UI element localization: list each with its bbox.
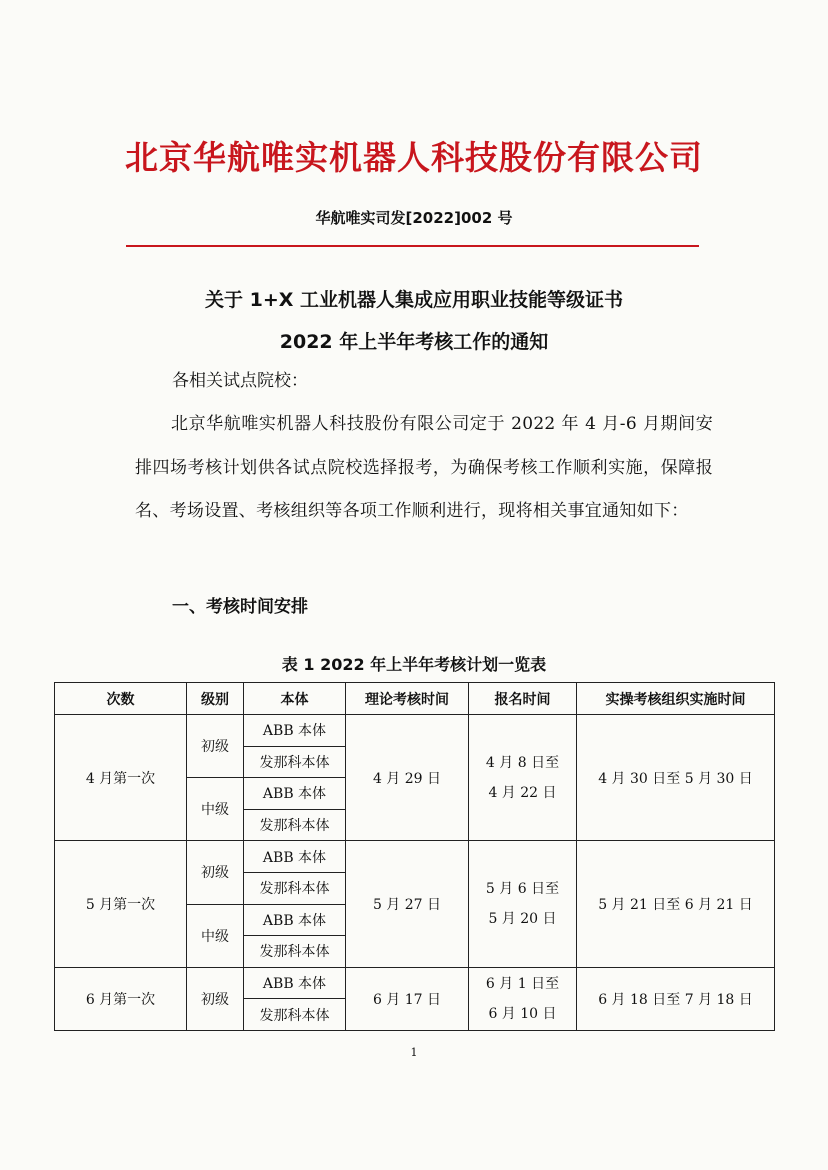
registration-start: 5 月 6 日至 [485,881,560,898]
header-registration-time: 报名时间 [469,683,577,715]
body-cell: 发那科本体 [244,746,346,778]
red-divider-line [126,245,699,247]
body-cell: ABB 本体 [244,967,346,999]
level-cell: 初级 [187,715,244,778]
registration-time-cell [469,715,577,841]
body-cell: ABB 本体 [244,904,346,936]
registration-start: 6 月 1 日至 [485,975,560,992]
theory-time-cell: 5 月 27 日 [346,841,469,967]
round-cell: 4 月第一次 [55,715,187,841]
body-paragraph: 北京华航唯实机器人科技股份有限公司定于 2022 年 4 月-6 月期间安排四场考核计划供各试点院校选择报考，为确保考核工作顺利实施，保障报名、考场设置、考核组织等各项工作顺利进行，现将相关事宜通知如下： [135,414,713,521]
body-cell: 发那科本体 [244,936,346,968]
level-cell: 中级 [187,904,244,967]
document-number: 华航唯实司发[2022]002 号 [315,209,513,227]
level-cell: 初级 [187,967,244,1030]
level-cell: 初级 [187,841,244,904]
table-row [55,841,775,873]
header-level: 级别 [187,683,244,715]
registration-end: 5 月 20 日 [488,911,557,928]
round-cell: 5 月第一次 [55,841,187,967]
body-cell: ABB 本体 [244,841,346,873]
registration-start: 4 月 8 日至 [485,754,560,771]
practical-time-cell: 4 月 30 日至 5 月 30 日 [577,715,775,841]
page-number: 1 [410,1046,418,1059]
body-cell: 发那科本体 [244,809,346,841]
round-cell: 6 月第一次 [55,967,187,1030]
notice-title-line1: 关于 1+X 工业机器人集成应用职业技能等级证书 [204,289,624,311]
table-row [55,967,775,999]
salutation: 各相关试点院校： [172,371,308,391]
table-caption: 表 1 2022 年上半年考核计划一览表 [281,655,547,674]
theory-time-cell: 6 月 17 日 [346,967,469,1030]
table-header-row [55,683,775,715]
header-theory-time: 理论考核时间 [346,683,469,715]
exam-plan-table [54,682,775,1031]
header-body: 本体 [244,683,346,715]
header-round: 次数 [55,683,187,715]
body-cell: 发那科本体 [244,872,346,904]
notice-title-line2: 2022 年上半年考核工作的通知 [279,331,549,353]
practical-time-cell: 5 月 21 日至 6 月 21 日 [577,841,775,967]
practical-time-cell: 6 月 18 日至 7 月 18 日 [577,967,775,1030]
registration-time-cell [469,967,577,1030]
registration-end: 4 月 22 日 [488,784,557,801]
theory-time-cell: 4 月 29 日 [346,715,469,841]
registration-end: 6 月 10 日 [488,1005,557,1022]
level-cell: 中级 [187,778,244,841]
table-row [55,715,775,747]
organization-title: 北京华航唯实机器人科技股份有限公司 [125,138,703,177]
section-heading-schedule: 一、考核时间安排 [172,597,308,617]
header-practical-time: 实操考核组织实施时间 [577,683,775,715]
body-cell: ABB 本体 [244,715,346,747]
body-cell: ABB 本体 [244,778,346,810]
body-cell: 发那科本体 [244,999,346,1031]
registration-time-cell [469,841,577,967]
